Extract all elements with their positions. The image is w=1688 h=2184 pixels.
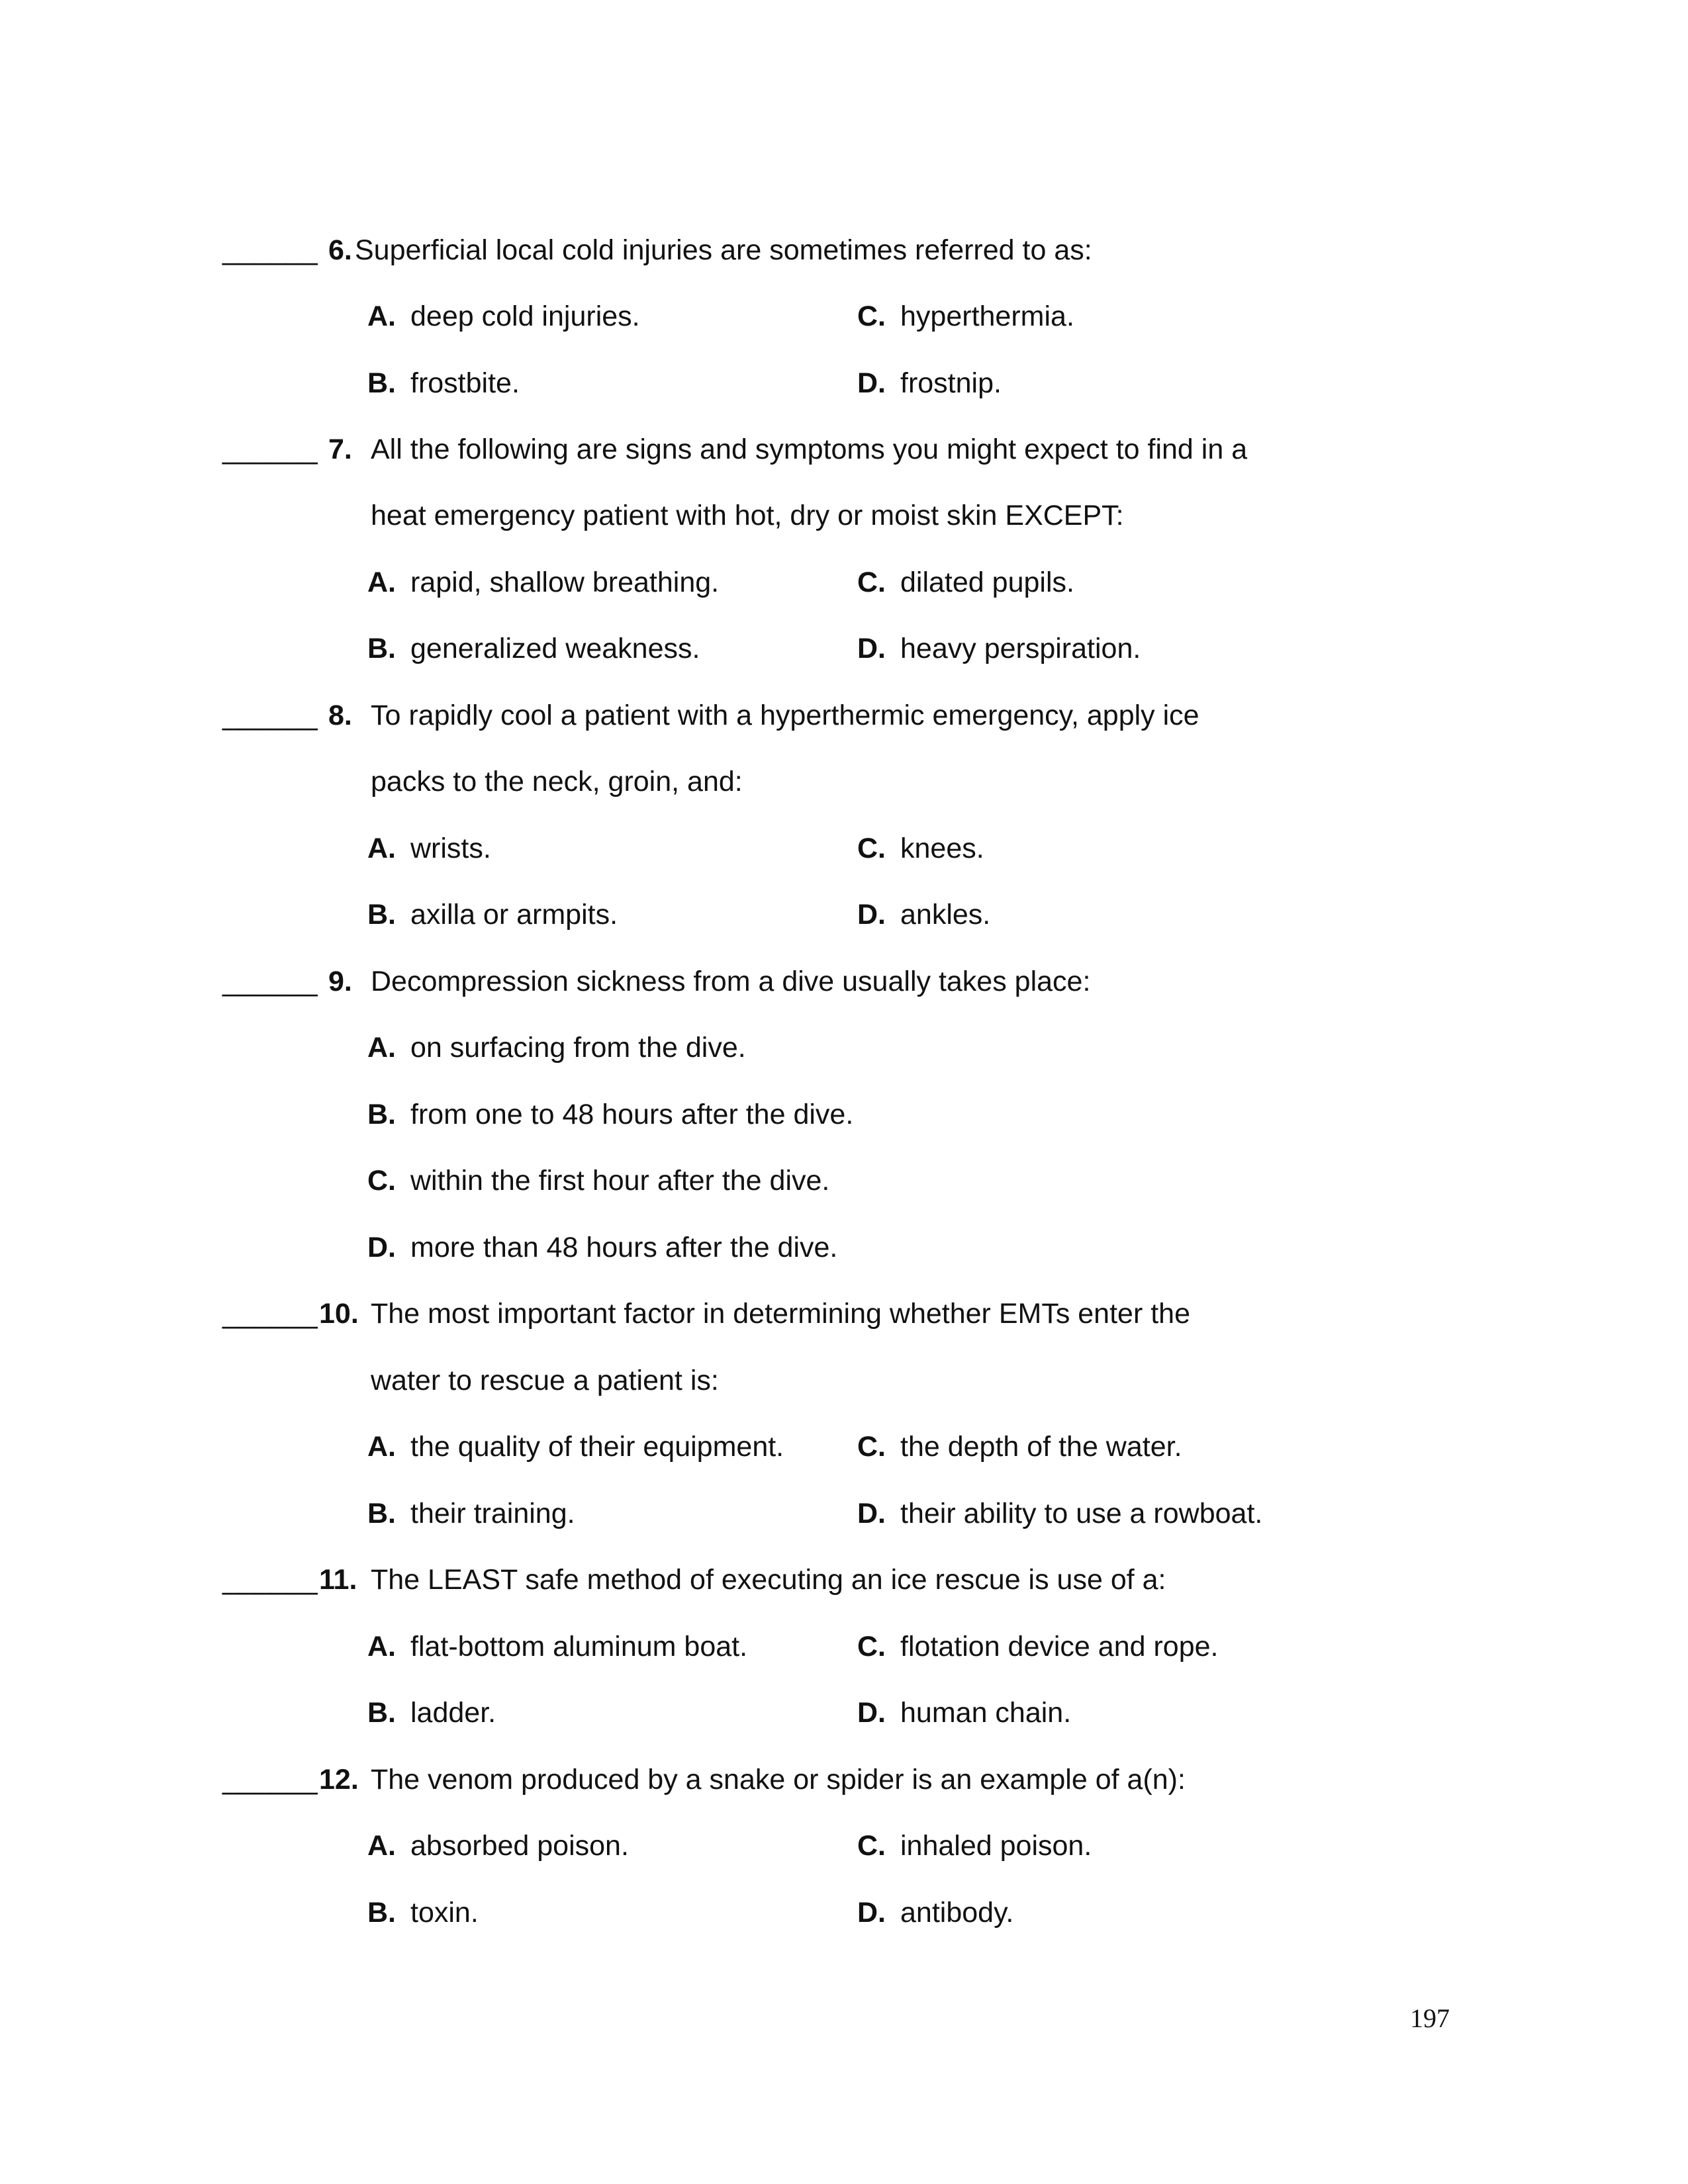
option-letter: A. [367, 1631, 396, 1662]
question-stem: water to rescue a patient is: [371, 1365, 719, 1396]
option-letter: D. [857, 367, 886, 399]
answer-blank[interactable]: ______ [222, 1564, 318, 1596]
option-letter: A. [367, 567, 396, 598]
question-stem: The venom produced by a snake or spider is an example of a(n): [371, 1764, 1186, 1796]
question-stem: packs to the neck, groin, and: [371, 766, 743, 797]
answer-blank[interactable]: ______ [222, 700, 318, 731]
question-stem: Decompression sickness from a dive usually takes place: [371, 966, 1091, 997]
option-text: from one to 48 hours after the dive. [410, 1099, 854, 1130]
option-text: wrists. [410, 833, 491, 864]
option-text: toxin. [410, 1897, 479, 1929]
question-number: 10. [319, 1298, 359, 1330]
option-letter: B. [367, 367, 396, 399]
option-letter: C. [857, 1431, 886, 1463]
option-letter: B. [367, 633, 396, 664]
question-number: 8. [328, 700, 352, 731]
option-letter: A. [367, 1830, 396, 1862]
option-letter: B. [367, 1697, 396, 1729]
option-text: their training. [410, 1498, 575, 1529]
option-text: frostbite. [410, 367, 520, 399]
option-text: axilla or armpits. [410, 899, 618, 931]
option-letter: A. [367, 833, 396, 864]
answer-blank[interactable]: ______ [222, 433, 318, 465]
question-number: 11. [319, 1564, 357, 1596]
option-letter: C. [857, 567, 886, 598]
option-text: flat-bottom aluminum boat. [410, 1631, 748, 1662]
question-stem: The LEAST safe method of executing an ice rescue is use of a: [371, 1564, 1166, 1596]
option-text: deep cold injuries. [410, 300, 640, 332]
option-text: antibody. [900, 1897, 1014, 1929]
answer-blank[interactable]: ______ [222, 1764, 318, 1796]
option-text: the depth of the water. [900, 1431, 1182, 1463]
question-number: 12. [319, 1764, 359, 1796]
option-text: heavy perspiration. [900, 633, 1141, 664]
option-letter: D. [857, 899, 886, 931]
option-letter: D. [367, 1232, 396, 1263]
question-stem: All the following are signs and symptoms you might expect to find in a [371, 433, 1248, 465]
option-text: ladder. [410, 1697, 496, 1729]
option-text: the quality of their equipment. [410, 1431, 784, 1463]
option-text: human chain. [900, 1697, 1072, 1729]
option-letter: D. [857, 1498, 886, 1529]
option-text: ankles. [900, 899, 991, 931]
question-stem: To rapidly cool a patient with a hyperthermic emergency, apply ice [371, 700, 1199, 731]
option-letter: C. [857, 833, 886, 864]
option-letter: A. [367, 300, 396, 332]
option-text: their ability to use a rowboat. [900, 1498, 1263, 1529]
answer-blank[interactable]: ______ [222, 1298, 318, 1330]
option-text: frostnip. [900, 367, 1002, 399]
option-letter: C. [857, 1631, 886, 1662]
option-letter: D. [857, 1897, 886, 1929]
option-letter: A. [367, 1032, 396, 1064]
answer-blank[interactable]: ______ [222, 234, 318, 266]
option-text: within the first hour after the dive. [410, 1165, 830, 1197]
option-letter: D. [857, 633, 886, 664]
question-number: 9. [328, 966, 352, 997]
page-number: 197 [1410, 2003, 1450, 2033]
option-letter: A. [367, 1431, 396, 1463]
option-letter: C. [857, 300, 886, 332]
option-letter: D. [857, 1697, 886, 1729]
question-stem: Superficial local cold injuries are sometimes referred to as: [355, 234, 1092, 266]
option-letter: B. [367, 1099, 396, 1130]
question-number: 6. [328, 234, 352, 266]
option-text: flotation device and rope. [900, 1631, 1219, 1662]
option-text: inhaled poison. [900, 1830, 1092, 1862]
question-stem: The most important factor in determining whether EMTs enter the [371, 1298, 1190, 1330]
option-text: dilated pupils. [900, 567, 1074, 598]
option-text: knees. [900, 833, 984, 864]
answer-blank[interactable]: ______ [222, 966, 318, 997]
question-stem: heat emergency patient with hot, dry or moist skin EXCEPT: [371, 500, 1124, 531]
option-text: more than 48 hours after the dive. [410, 1232, 838, 1263]
option-letter: B. [367, 1897, 396, 1929]
option-text: generalized weakness. [410, 633, 700, 664]
question-number: 7. [328, 433, 352, 465]
option-letter: B. [367, 1498, 396, 1529]
option-text: hyperthermia. [900, 300, 1074, 332]
option-letter: C. [857, 1830, 886, 1862]
option-letter: C. [367, 1165, 396, 1197]
option-text: on surfacing from the dive. [410, 1032, 746, 1064]
option-text: absorbed poison. [410, 1830, 629, 1862]
option-text: rapid, shallow breathing. [410, 567, 720, 598]
option-letter: B. [367, 899, 396, 931]
